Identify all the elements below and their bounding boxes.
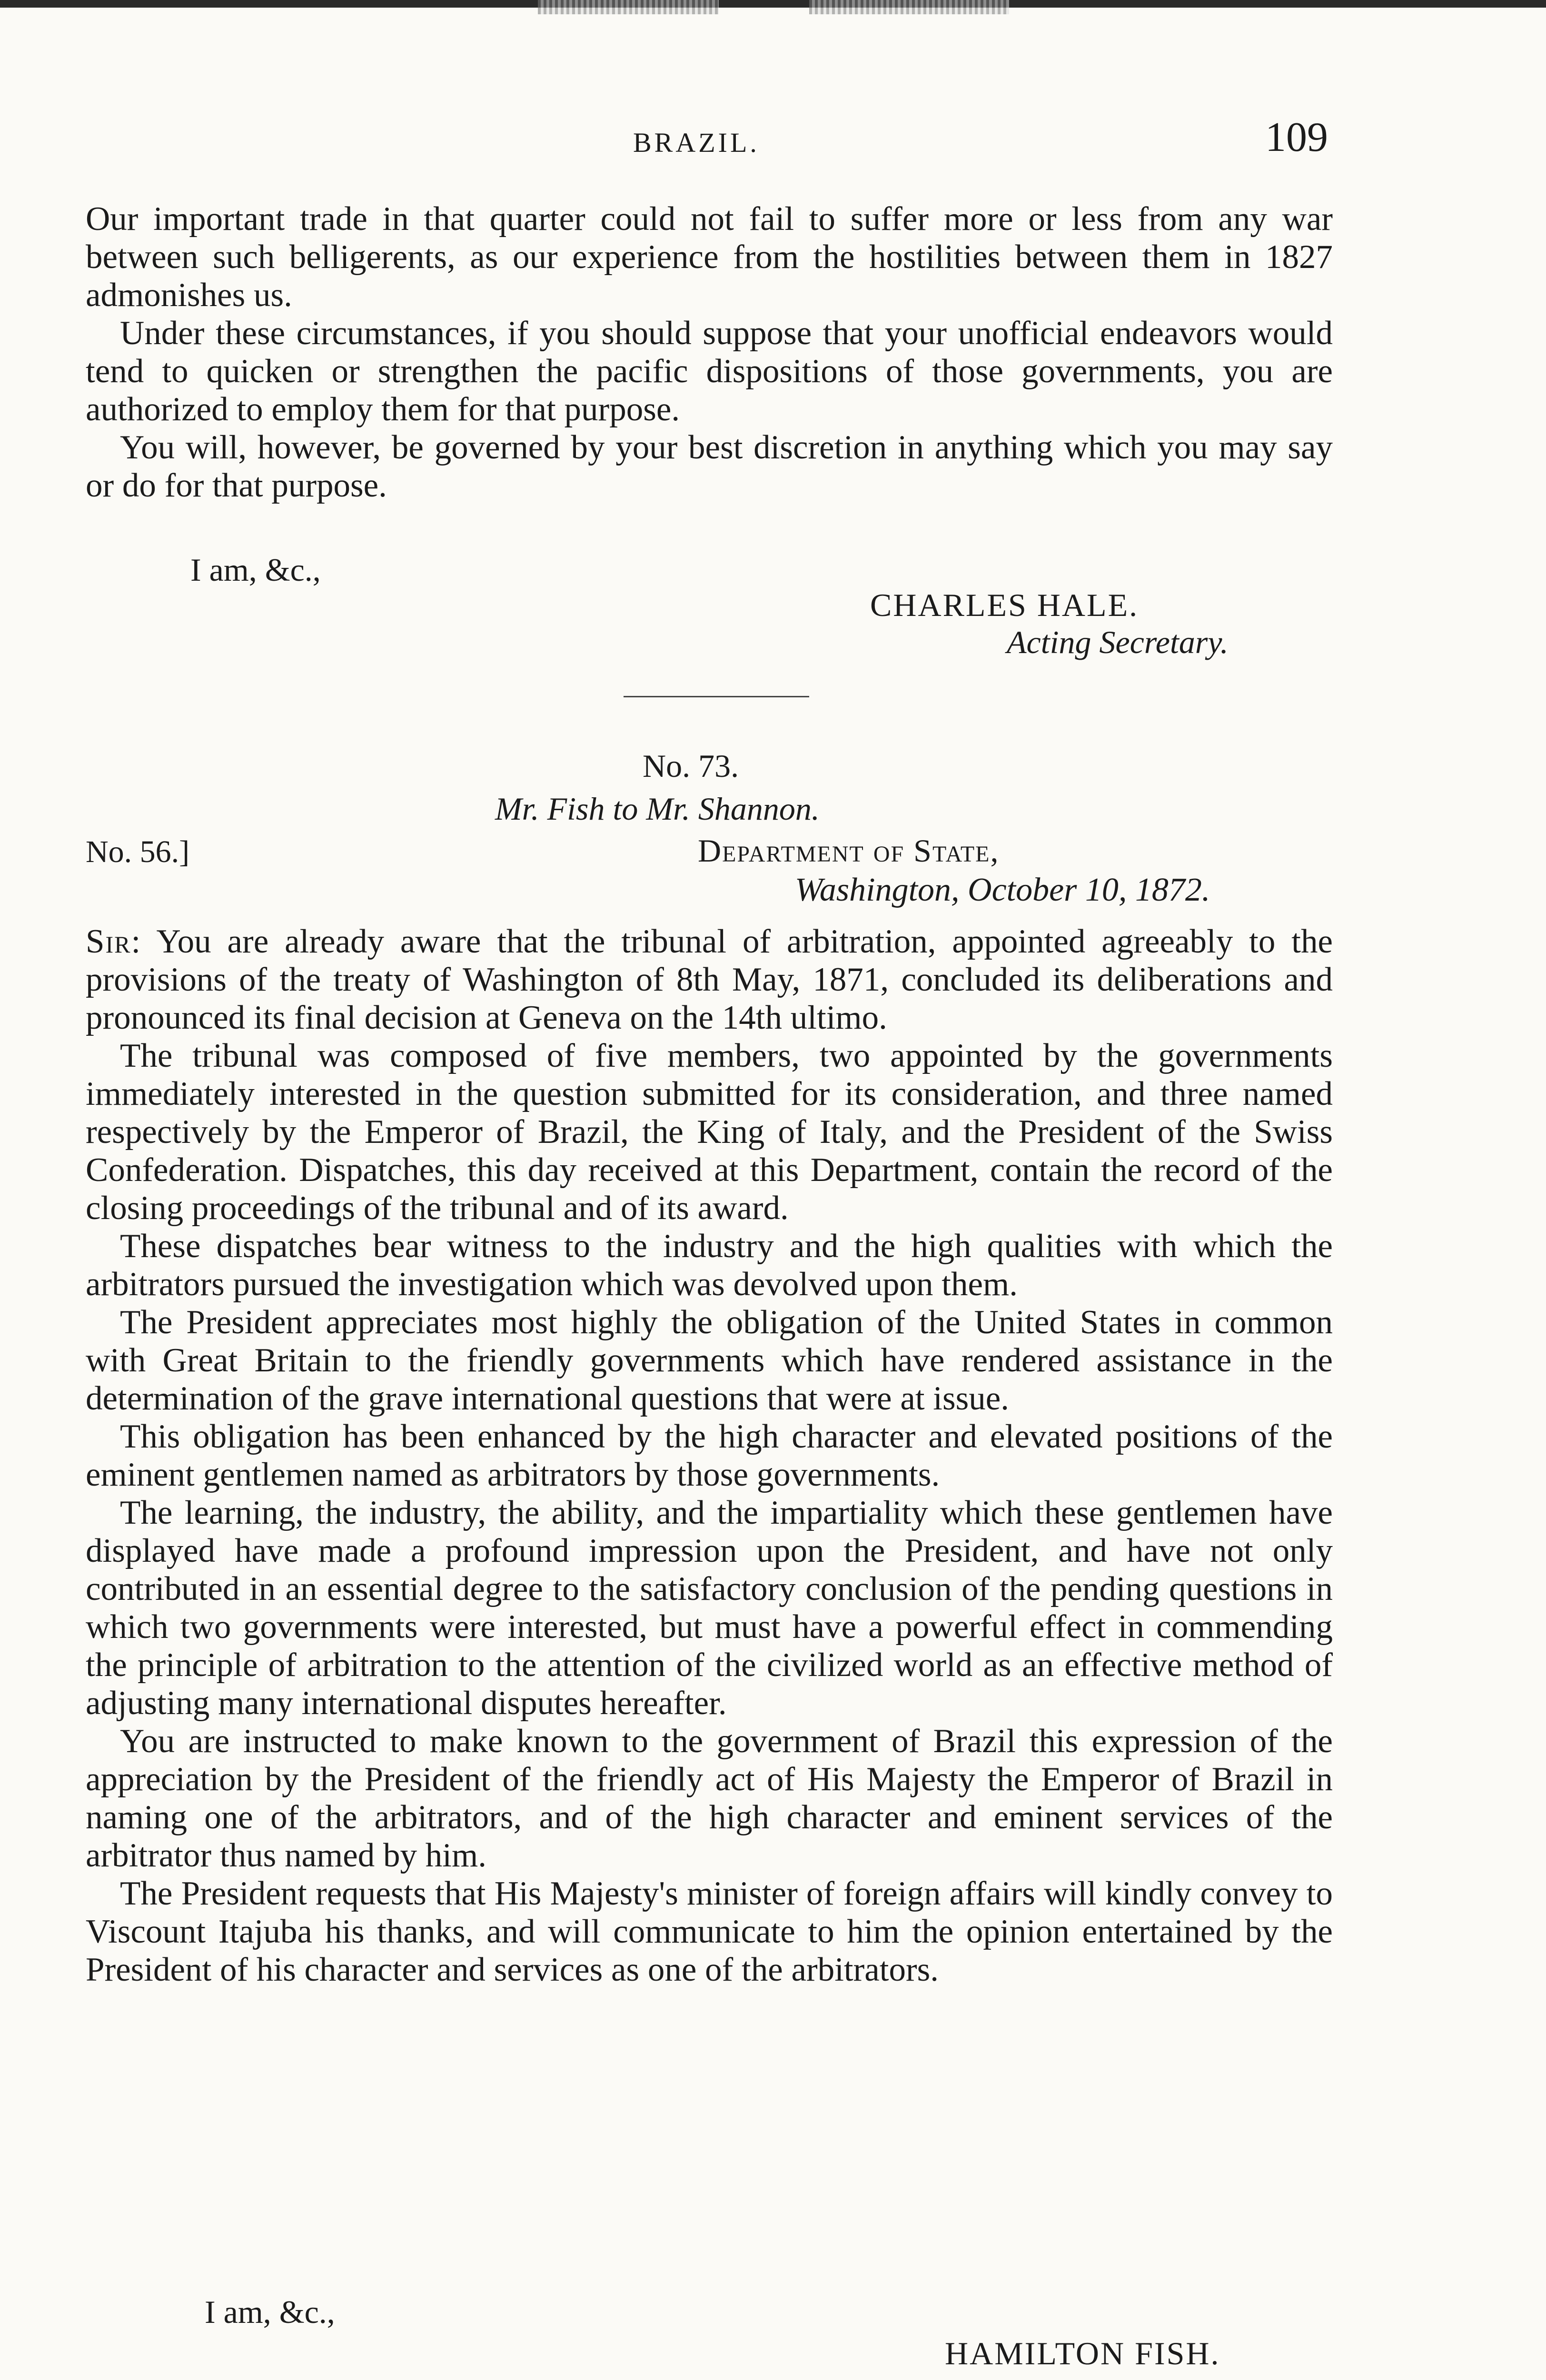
signature-title: Acting Secretary.: [1007, 624, 1229, 660]
signature: CHARLES HALE.: [870, 587, 1139, 623]
scan-edge: [0, 0, 1546, 8]
paragraph: Under these circumstances, if you should suppose that your unofficial endeavors would tend to quicken or strengthen the pacific dispositions of those governments, you are authorized to employ them for that purpose.: [86, 315, 1333, 428]
closing: I am, &c.,: [205, 2294, 335, 2330]
paragraph: The tribunal was composed of five members, two appointed by the governments immediately interested in the question submitted for its consideration, and three named respectively by the Emperor of Brazil, the King of Italy, and the President of the Swiss Confederation. Dispatches, this day received at this Department, contain the record of the closing proceedings of the tribunal and of its award.: [86, 1037, 1333, 1227]
closing: I am, &c.,: [190, 552, 321, 588]
paragraph: The President appreciates most highly the obligation of the United States in common with Great Britain to the friendly governments which have rendered assistance in the determination of the grave international questions that were at issue.: [86, 1304, 1333, 1417]
paragraph: You are instructed to make known to the government of Brazil this expression of the appreciation by the President of the friendly act of His Majesty the Emperor of Brazil in naming one of the arbitrators, and of the high character and eminent services of the arbitrator thus named by him.: [86, 1723, 1333, 1874]
dateline: Washington, October 10, 1872.: [795, 872, 1210, 908]
paragraph: The President requests that His Majesty's minister of foreign affairs will kindly convey to Viscount Itajuba his thanks, and will communicate to him the opinion entertained by the President of his character and services as one of the arbitrators.: [86, 1875, 1333, 1988]
page-number: 109: [1265, 114, 1328, 160]
paragraph: You will, however, be governed by your best discretion in anything which you may say or do for that purpose.: [86, 429, 1333, 504]
letter-2-body: [86, 922, 1333, 1989]
signature: HAMILTON FISH.: [945, 2335, 1220, 2371]
salutation: Sir:: [86, 923, 142, 960]
department: Department of State,: [698, 833, 1000, 869]
paragraph: This obligation has been enhanced by the high character and elevated positions of the eminent gentlemen named as arbitrators by those governments.: [86, 1418, 1333, 1493]
scan-artifact: [538, 0, 719, 14]
section-rule: [624, 696, 809, 697]
running-head-title: BRAZIL.: [633, 127, 760, 158]
letter-1-body: [86, 200, 1333, 505]
dispatch-number: No. 56.]: [86, 834, 190, 869]
letter-heading: Mr. Fish to Mr. Shannon.: [495, 791, 820, 827]
scan-artifact: [809, 0, 1009, 14]
paragraph: [86, 922, 1333, 1037]
paragraph: Our important trade in that quarter could not fail to suffer more or less from any war between such belligerents, as our experience from the hostilities between them in 1827 admonishes us.: [86, 200, 1333, 314]
paragraph: The learning, the industry, the ability, and the impartiality which these gentlemen have displayed have made a profound impression upon the President, and have not only contributed in an essential degree to the satisfactory conclusion of the pending questions in which two governments were interested, but must have a powerful effect in commending the principle of arbitration to the attention of the civilized world as an effective method of adjusting many international disputes hereafter.: [86, 1494, 1333, 1722]
paragraph: These dispatches bear witness to the industry and the high qualities with which the arbitrators pursued the investigation which was devolved upon them.: [86, 1228, 1333, 1303]
document-number: No. 73.: [643, 748, 739, 784]
running-head: [0, 113, 1546, 166]
paragraph-text: You are already aware that the tribunal of arbitration, appointed agreeably to the provisions of the treaty of Washington of 8th May, 1871, concluded its deliberations and pronounced its final decision at Geneva on the 14th ultimo.: [86, 923, 1333, 1036]
